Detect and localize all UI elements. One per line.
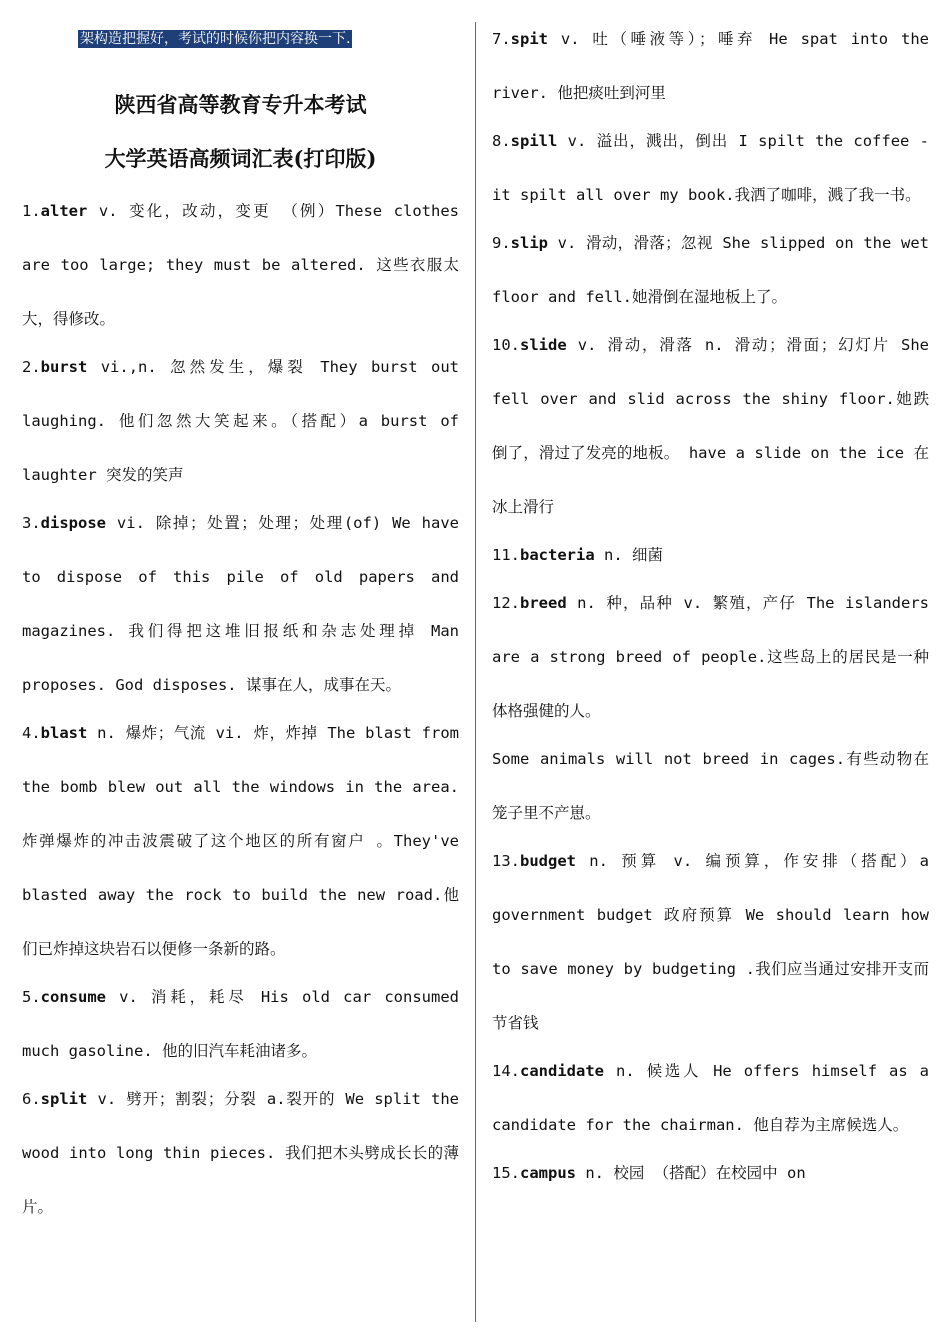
entry-number: 2. (22, 358, 41, 376)
entry-text: n. 校园 （搭配）在校园中 on (576, 1164, 806, 1182)
document-subtitle: 大学英语高频词汇表(打印版) (104, 146, 377, 171)
entry-number: 8. (492, 132, 511, 150)
entry-number: 14. (492, 1062, 520, 1080)
entry-word: spill (510, 132, 558, 150)
vocab-entry (492, 1146, 929, 1200)
entry-number: 11. (492, 546, 520, 564)
vocab-entry (22, 970, 459, 1078)
entry-text: v. 变化，改动，变更 （例）These clothes are too large; they must be altered. 这些衣服太大，得修改。 (22, 202, 459, 328)
entry-word: breed (520, 594, 567, 612)
entry-word: bacteria (520, 546, 595, 564)
vocab-entry (492, 576, 929, 738)
banner-note: 架构造把握好，考试的时候你把内容换一下. (80, 31, 351, 47)
vocab-entry (492, 12, 929, 120)
vocab-entry (22, 496, 459, 712)
vocab-entry (492, 528, 929, 582)
entry-word: budget (520, 852, 576, 870)
entry-word: spit (510, 30, 548, 48)
entry-word: split (40, 1090, 88, 1108)
entry-word: slip (510, 234, 548, 252)
entry-text: n. 爆炸；气流 vi. 炸，炸掉 The blast from the bomb blew out all the windows in the area. 炸弹爆炸的冲击波震破了这个地区的所有窗户 。They've blasted away the rock to build the new road.他们已炸掉这块岩石以便修一条新的路。 (22, 724, 459, 958)
vocab-entry (492, 216, 929, 324)
vocab-entry (492, 834, 929, 1050)
entry-word: alter (40, 202, 88, 220)
vocab-entry (22, 184, 459, 346)
entry-word: slide (520, 336, 567, 354)
entry-text: vi.,n. 忽然发生，爆裂 They burst out laughing. 他们忽然大笑起来。（搭配）a burst of laughter 突发的笑声 (22, 358, 459, 484)
entry-text: v. 劈开；割裂；分裂 a.裂开的 We split the wood into long thin pieces. 我们把木头劈成长长的薄片。 (22, 1090, 459, 1216)
banner-row (22, 28, 459, 50)
entry-word: campus (520, 1164, 576, 1182)
entry-number: 5. (22, 988, 41, 1006)
vocab-entry (22, 340, 459, 502)
entry-text: v. 滑动，滑落 n. 滑动；滑面；幻灯片 She fell over and slid across the shiny floor.她跌倒了，滑过了发亮的地板。 have a slide on the ice 在冰上滑行 (492, 336, 929, 516)
entry-text: n. 种，品种 v. 繁殖，产仔 The islanders are a strong breed of people.这些岛上的居民是一种体格强健的人。 (492, 594, 929, 720)
entry-text: Some animals will not breed in cages.有些动物在笼子里不产崽。 (492, 750, 929, 822)
vocab-entry (492, 318, 929, 534)
entry-number: 7. (492, 30, 511, 48)
entry-text: v. 滑动，滑落；忽视 She slipped on the wet floor and fell.她滑倒在湿地板上了。 (492, 234, 929, 306)
entry-number: 6. (22, 1090, 41, 1108)
entry-word: blast (40, 724, 88, 742)
entry-number: 9. (492, 234, 511, 252)
entry-word: consume (40, 988, 106, 1006)
entry-text: v. 消耗，耗尽 His old car consumed much gasoline. 他的旧汽车耗油诸多。 (22, 988, 459, 1060)
entry-text: n. 预算 v. 编预算，作安排（搭配）a government budget 政府预算 We should learn how to save money by budgeting .我们应当通过安排开支而节省钱 (492, 852, 929, 1032)
entry-text: n. 细菌 (594, 546, 663, 564)
entry-number: 13. (492, 852, 520, 870)
entry-text: n. 候选人 He offers himself as a candidate for the chairman. 他自荐为主席候选人。 (492, 1062, 929, 1134)
vocab-entry (22, 1072, 459, 1234)
entry-word: dispose (40, 514, 106, 532)
entry-number: 4. (22, 724, 41, 742)
entry-text: vi. 除掉；处置；处理；处理(of) We have to dispose of this pile of old papers and magazines. 我们得把这堆旧报纸和杂志处理掉 Man proposes. God disposes. 谋事在人，成事在天。 (22, 514, 459, 694)
right-column (492, 0, 929, 1194)
entry-number: 10. (492, 336, 520, 354)
entry-text: v. 吐（唾液等）；唾弃 He spat into the river. 他把痰吐到河里 (492, 30, 929, 102)
entry-text: v. 溢出，溅出，倒出 I spilt the coffee - it spilt all over my book.我洒了咖啡，溅了我一书。 (492, 132, 929, 204)
vocab-entry (22, 706, 459, 976)
entry-number: 1. (22, 202, 41, 220)
entry-number: 12. (492, 594, 520, 612)
document-title: 陕西省高等教育专升本考试 (114, 92, 367, 117)
column-divider (475, 22, 476, 1322)
entry-word: candidate (520, 1062, 604, 1080)
vocab-entry (492, 114, 929, 222)
entry-number: 3. (22, 514, 41, 532)
entry-number: 15. (492, 1164, 520, 1182)
vocab-entry (492, 1044, 929, 1152)
left-column (22, 0, 459, 1228)
vocab-entry-continuation (492, 732, 929, 840)
entry-word: burst (40, 358, 88, 376)
